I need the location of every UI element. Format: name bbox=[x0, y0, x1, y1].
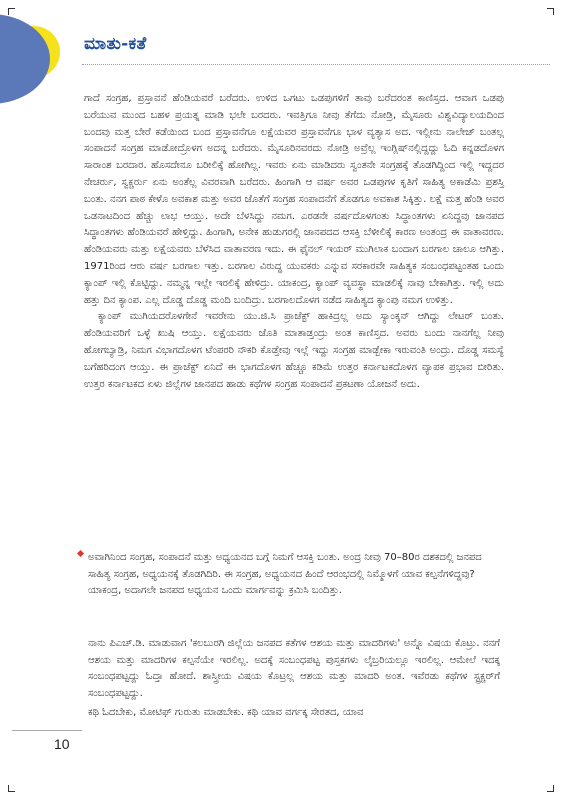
question-text: ಅವಾಗಿನಿಂದ ಸಂಗ್ರಹ, ಸಂಪಾದನೆ ಮತ್ತು ಅಧ್ಯಯನದ ಬಗ್ಗೆ ನಿಮಗೆ ಆಸಕ್ತಿ ಬಂತು. ಅಂದ್ರ ನೀವು 70–80ರ ದಶಕದಲ್ಲಿ ಜನಪದ ಸಾಹಿತ್ಯ ಸಂಗ್ರಹ, ಅಧ್ಯಯನಕ್ಕೆ ತೊಡಗಿದಿರಿ. ಈ ಸಂಗ್ರಹ, ಅಧ್ಯಯನದ ಹಿಂದೆ ಆರಂಭದಲ್ಲಿ ನಿಮ್ಮೊಳಗೆ ಯಾವ ಕಲ್ಪನೆಗಳಿದ್ದವು? ಯಾಕಂದ್ರ, ಅದಾಗಲೇ ಜನಪದ ಅಧ್ಯಯನ ಒಂದು ಮಾರ್ಗವನ್ನು ಕ್ರಮಿಸಿ ಬಂದಿತ್ತು. bbox=[88, 552, 482, 597]
answer-block bbox=[88, 636, 500, 722]
answer-paragraph-1: ನಾನು ಪಿಎಚ್.ಡಿ. ಮಾಡುವಾಗ 'ಕಲಬುರಗಿ ಜಿಲ್ಲೆಯ ಜನಪದ ಕತೆಗಳ ಆಶಯ ಮತ್ತು ಮಾದರಿಗಳು' ಅನ್ನೊ ವಿಷಯ ಕೊಟ್ರು. ನನಗೆ ಆಶಯ ಮತ್ತು ಮಾದರಿಗಳ ಕಲ್ಪನೆಯೇ ಇರಲಿಲ್ಲ. ಅದಕ್ಕೆ ಸಂಬಂಧಪಟ್ಟ ಪುಸ್ತಕಗಳು ಲೈಬ್ರರಿಯಲ್ಲೂ ಇರಲಿಲ್ಲ. ಆಮೇಲೆ ಇದಕ್ಕ ಸಂಬಂಧಪಟ್ಟದ್ದು ಓದ್ತಾ ಹೋದೆ. ಶಾಸ್ತ್ರೀಯ ವಿಷಯ ಕೊಟ್ರಲ್ಲ ಆಶಯ ಮತ್ತು ಮಾದರಿ ಅಂತ. ಇವೆರಡು ಕಥೆಗಳ ಸ್ಟ್ರಕ್ಚರ್‌ಗೆ ಸಂಬಂಧಪಟ್ಟದ್ದು. bbox=[88, 638, 500, 699]
answer-paragraph-2: ಕಥಿ ಓದಬೇಕು, ಮೋಟಿಫ್ ಗುರುತು ಮಾಡಬೇಕು. ಕಥಿ ಯಾವ ವರ್ಗಕ್ಕ ಸೇರತದ, ಯಾವ bbox=[88, 707, 364, 719]
crop-mark-bottom-left bbox=[8, 785, 15, 792]
section-title: ಮಾತು-ಕತೆ bbox=[84, 34, 147, 54]
diamond-bullet-icon bbox=[77, 550, 84, 557]
header-decoration bbox=[0, 0, 80, 110]
question-block bbox=[88, 550, 500, 600]
body-paragraph-main: ಗಾದೆ ಸಂಗ್ರಹ, ಪ್ರಸ್ತಾವನೆ ಹೆಂಡಿಯವರೆ ಬರೆದರು. ಉಳಿದ ಒಗಟು ಒಡಪುಗಳಿಗೆ ತಾವು ಬರೆದರಂತ ಕಾಣಿಸ್ತದ. ಆವಾಗ ಒಡಪು ಬರೆಯುವ ಮುಂದ ಬಹಳ ಪ್ರಯತ್ನ ಮಾಡಿ ಭಲೇ ಬರದರು. ಇವತ್ತಿಗೂ ನೀವು ತೆಗೆದು ನೋಡ್ರಿ, ಮೈಸೂರು ವಿಶ್ವವಿದ್ಯಾಲಯದಿಂದ ಬಂದವು ಮತ್ತ ಬೇರೆ ಕಡೆಯಿಂದ ಬಂದ ಪ್ರಸ್ತಾವನೆಗೂ ಲಕ್ಷೆಯವರ ಪ್ರಸ್ತಾವನೆಗೂ ಭಾಳ ವ್ಯತ್ಯಾಸ ಅದ. ಇಲ್ಲೀನು ನಾಲೇಜ್ ಬಂತಲ್ಲ ಸಂಪಾದನೆ ಸಂಗ್ರಹ ಮಾಡೋದ್ರೊಳಗ ಅದನ್ನ ಬರೆದರು. ಮೈಸೂರಿನವರದು ನೋಡ್ರಿ ಅವ್ರೆಲ್ಲ ಇಂಗ್ಲಿಷ್‌ನಲ್ಲಿದ್ದದ್ದು ಓದಿ ಕನ್ನಡದೊಳಗ ಸಾರಾಂಶ ಬರದಾರ. ಹೊಸದೇನೂ ಬರೀಲಿಕ್ಕೆ ಹೋಗಿಲ್ಲ. ಇವರು ಏನು ಮಾಡಿದರು ಸ್ವಂತನೇ ಸಂಗ್ರಹಕ್ಕೆ ತೊಡಗಿದ್ದಿಂದ ಇಲ್ಲಿ ಇದ್ದದರ ನೇಚರ್ರು, ಸ್ವಕ್ಚರ್ರು ಏನು ಅಂತೆಲ್ಲ ವಿವರವಾಗಿ ಬರೆದರು. ಹಿಂಗಾಗಿ ಆ ವರ್ಷ ಅವರ ಒಡಪುಗಳ ಕೃತಿಗೆ ಸಾಹಿತ್ಯ ಅಕಾಡೆಮಿ ಪ್ರಶಸ್ತಿ ಬಂತು. ನನಗ ಪಾಠ ಕೇಳೊ ಅವಕಾಶ ಮತ್ತು ಅವರ ಜೊತೆಗೆ ಸಂಗ್ರಹ ಸಂಪಾದನೆಗೆ ತೊಡಗೂ ಅವಕಾಶ ಸಿಕ್ಕಿತ್ತು. ಲಕ್ಷೆ ಮತ್ತ ಹೆಂಡಿ ಅವರ ಒಡನಾಟದಿಂದ ಹೆಚ್ಚು ಲಾಭ ಆಯ್ತು. ಅದೇ ಬೆಳಸಿದ್ದು ನಮಗ. ಎರಡನೇ ವರ್ಷದೊಳಗಂತು ಸಿದ್ಧಾಂತಗಳು ಏನಿದ್ದವು ಜಾನಪದ ಸಿದ್ಧಾಂತಗಳು ಹೆಂಡಿಯವರೆ ಹೇಳ್ತಿದ್ದು. ಹಿಂಗಾಗಿ, ಅನೇಕ ಹುಡುಗರಲ್ಲಿ ಜಾನಪದದ ಆಸಕ್ತಿ ಬೆಳೀಲಿಕ್ಕೆ ಕಾರಣ ಅಂತಂದ್ರ ಈ ವಾತಾವರಣ. ಹೆಂಡಿಯವರು ಮತ್ತು ಲಕ್ಷೆಯವರು ಬೆಳೆಸಿದ ವಾತಾವರಣ ಇದು. ಈ ಫೈನಲ್ ಇಯರ್ ಮುಗಿಲಾಕ ಬಂದಾಗ ಬರಗಾಲ ಚಾಲೂ ಆಗಿತ್ತು. 1971ರಿಂದ ಆರು ವರ್ಷ ಬರಗಾಲ ಇತ್ತು. ಬರಗಾಲ ವಿರುದ್ಧ ಯುವಕರು ಎನ್ನುವ ಸರಕಾರವೇ ಸಾಹಿತ್ಯಕ ಸಂಬಂಧಪಟ್ಟಂತಹ ಒಂದು ಕ್ಯಾಂಪ್ ಇಲ್ಲಿ ಕೊಟ್ಟಿದ್ದು. ನಮ್ಮನ್ನ ಇಲ್ಲೇ ಇರಲಿಕ್ಕೆ ಹೇಳಿದ್ರು. ಯಾಕಂದ್ರ, ಕ್ಯಾಂಪ್ ವ್ಯವಸ್ಥಾ ಮಾಡಲಿಕ್ಕೆ ನಾವು ಬೇಕಾಗಿತ್ತು. ಇಲ್ಲಿ ಅದು ಹತ್ತು ದಿನ ಕ್ಯಾಂಪ. ಎಲ್ಲ ದೊಡ್ಡ ದೊಡ್ಡ ಮಂದಿ ಬಂದಿದ್ರು. ಬರಗಾಲದೊಳಗ ನಡೆದ ಸಾಹಿತ್ಯದ ಕ್ಯಾಂಪು ನಮಗ ಉಳಿತ್ತು. bbox=[84, 93, 504, 306]
body-paragraph-second: ಕ್ಯಾಂಪ್ ಮುಗಿಯದರೊಳಗೇನೆ ಇವರೇನು ಯು.ಜಿ.ಸಿ ಪ್ರಾಜೆಕ್ಟ್ ಹಾಕಿದ್ರಲ್ಲ ಅದು ಸ್ಯಾಂಕ್ಶನ್ ಆಗಿದ್ದು ಲೇಟರ್ ಬಂತು. ಹೆಂಡಿಯವರಿಗೆ ಒಳ್ಳೆ ಖುಷಿ ಆಯ್ತು. ಲಕ್ಷೆಯವರು ಜೊತಿ ಮಾತಾಡ್ತಂದ್ರು ಅಂತ ಕಾಣಿಸ್ತದ. ಅವರು ಬಂದು ನಾನಗೆಲ್ಲ ನೀವು ಹೋಗಬ್ಯಾಡ್ರಿ, ನಿಮಗ ವಿಭಾಗದೊಳಗ ಟೆಂಪರರಿ ನೌಕರಿ ಕೊಡ್ತೇವು ಇಲ್ಲೆ ಇದ್ದು ಸಂಗ್ರಹ ಮಾಡ್ಬೇಕಾ ಇರುವಂತಿ ಅಂದ್ರು. ದೊಡ್ಡ ಸಮಸ್ಯೆ ಬಗೆಹರಿದಂಗ ಆಯ್ತು. ಈ ಪ್ರಾಜೆಕ್ಟ್ ಏನಿದೆ ಈ ಭಾಗದೊಳಗ ಹೆಚ್ಚೂ ಕಡಿಮೆ ಉತ್ತರ ಕರ್ನಾಟಕದೊಳಗ ವ್ಯಾಪಕ ಪ್ರಭಾವ ಬೀರಿತು. ಉತ್ತರ ಕರ್ನಾಟಕದ ಏಳು ಜಿಲ್ಲೆಗಳ ಜಾನಪದ ಹಾಡು ಕಥೆಗಳ ಸಂಗ್ರಹ ಸಂಪಾದನೆ ಪ್ರಕಟಣಾ ಯೋಜನೆ ಅದು. bbox=[84, 311, 504, 390]
footer-rule bbox=[12, 730, 82, 731]
crop-mark-bottom-right bbox=[547, 785, 554, 792]
crop-mark-top-right bbox=[547, 8, 554, 15]
page-number: 10 bbox=[54, 736, 70, 752]
interview-body bbox=[84, 91, 504, 393]
title-dotted-rule bbox=[82, 64, 550, 65]
